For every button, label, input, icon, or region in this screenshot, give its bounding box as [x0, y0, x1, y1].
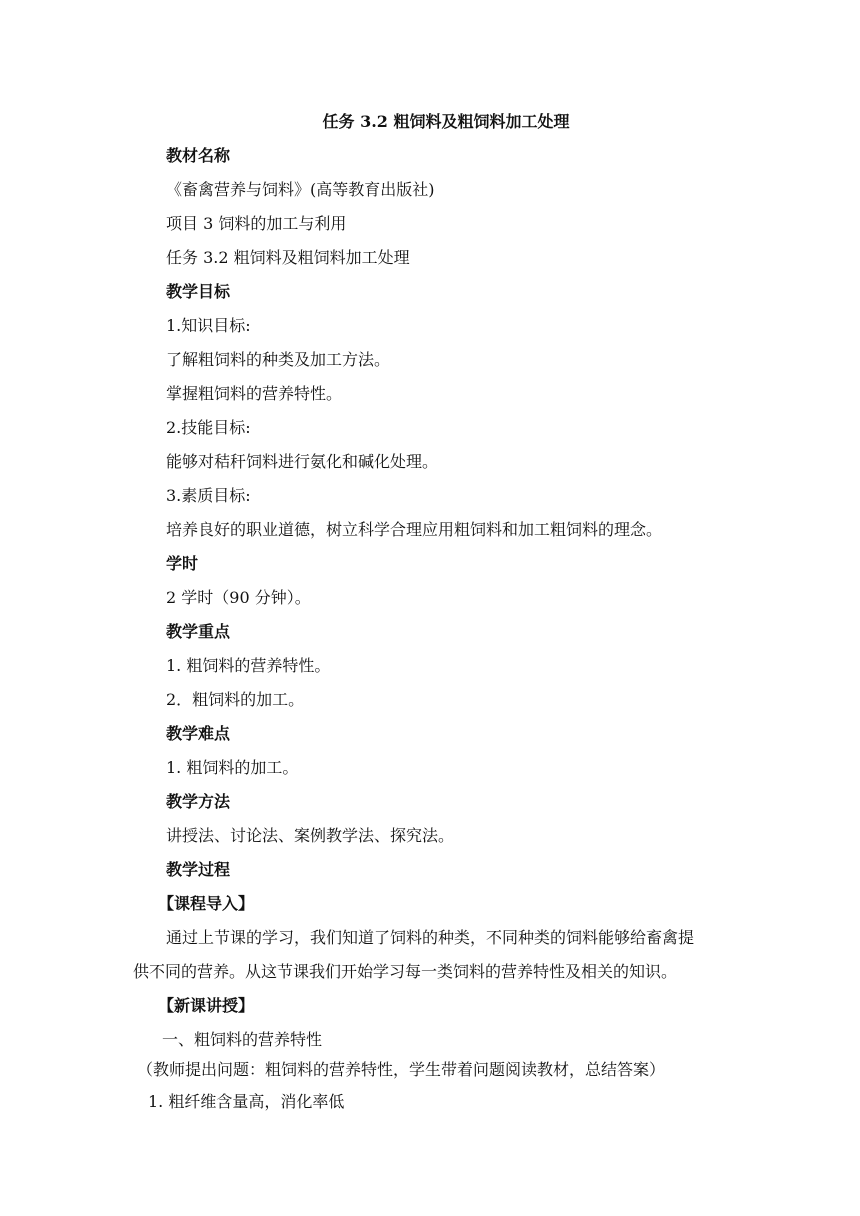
skill-item-1: 能够对秸秆饲料进行氨化和碱化处理。	[166, 452, 439, 471]
key-point-2: 2．粗饲料的加工。	[166, 690, 305, 709]
textbook-name: 《畜禽营养与饲料》(高等教育出版社)	[166, 180, 435, 199]
intro-paragraph-line-1: 通过上节课的学习，我们知道了饲料的种类，不同种类的饲料能够给畜禽提	[166, 928, 695, 947]
key-points-heading: 教学重点	[166, 622, 231, 641]
new-lesson-heading: 【新课讲授】	[158, 996, 255, 1015]
key-point-1: 1. 粗饲料的营养特性。	[166, 656, 331, 675]
knowledge-item-2: 掌握粗饲料的营养特性。	[166, 384, 343, 403]
process-heading: 教学过程	[166, 860, 231, 879]
intro-paragraph-line-2: 供不同的营养。从这节课我们开始学习每一类饲料的营养特性及相关的知识。	[133, 962, 678, 981]
hours-heading: 学时	[166, 554, 199, 573]
textbook-heading: 教材名称	[166, 146, 231, 165]
methods-value: 讲授法、讨论法、案例教学法、探究法。	[166, 826, 455, 845]
skill-label: 2.技能目标:	[166, 418, 251, 437]
knowledge-item-1: 了解粗饲料的种类及加工方法。	[166, 350, 391, 369]
quality-label: 3.素质目标:	[166, 486, 251, 505]
knowledge-label: 1.知识目标:	[166, 316, 251, 335]
task-line: 任务 3.2 粗饲料及粗饲料加工处理	[166, 248, 410, 267]
section-1-heading: 一、粗饲料的营养特性	[162, 1030, 323, 1049]
quality-item-1: 培养良好的职业道德，树立科学合理应用粗饲料和加工粗饲料的理念。	[166, 520, 663, 539]
document-title: 任务 3.2 粗饲料及粗饲料加工处理	[322, 112, 570, 131]
intro-heading: 【课程导入】	[158, 894, 255, 913]
point-1: 1. 粗纤维含量高，消化率低	[148, 1092, 345, 1111]
objectives-heading: 教学目标	[166, 282, 231, 301]
difficult-point-1: 1. 粗饲料的加工。	[166, 758, 299, 777]
project-line: 项目 3 饲料的加工与利用	[166, 214, 347, 233]
difficult-points-heading: 教学难点	[166, 724, 231, 743]
methods-heading: 教学方法	[166, 792, 231, 811]
hours-value: 2 学时（90 分钟）。	[166, 588, 311, 607]
teacher-note: （教师提出问题：粗饲料的营养特性，学生带着问题阅读教材，总结答案）	[137, 1060, 666, 1079]
